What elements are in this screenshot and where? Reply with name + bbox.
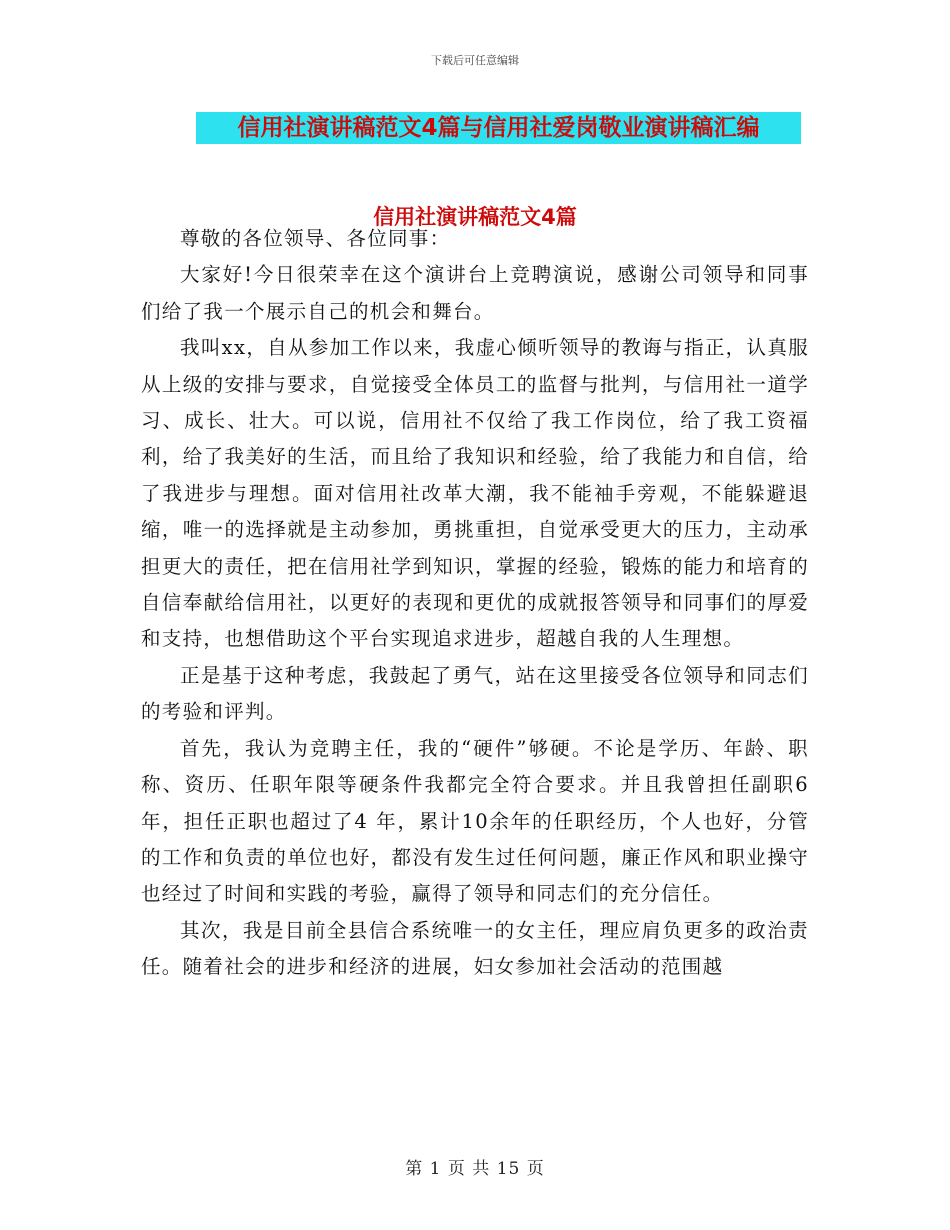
document-main-title: 信用社演讲稿范文4篇与信用社爱岗敬业演讲稿汇编 — [196, 112, 801, 144]
paragraph-salutation: 尊敬的各位领导、各位同事： — [180, 227, 451, 250]
paragraph-motivation: 正是基于这种考虑，我鼓起了勇气，站在这里接受各位领导和同志们的考验和评判。 — [141, 663, 809, 724]
header-note: 下载后可任意编辑 — [431, 54, 519, 67]
paragraph-greeting: 大家好!今日很荣幸在这个演讲台上竞聘演说，感谢公司领导和同事们给了我一个展示自己的机会和舞台。 — [141, 263, 809, 323]
paragraph-responsibility: 其次，我是目前全县信合系统唯一的女主任，理应肩负更多的政治责任。随着社会的进步和经济的进展，妇女参加社会活动的范围越 — [141, 918, 809, 979]
page-number: 第 1 页 共 15 页 — [405, 1159, 545, 1179]
document-body — [141, 221, 809, 986]
paragraph-qualifications: 首先，我认为竞聘主任，我的“硬件”够硬。不论是学历、年龄、职称、资历、任职年限等硬条件我都完全符合要求。并且我曾担任副职6年，担任正职也超过了4 年，累计10余年的任职经历，个人也好，分管的工作和负责的单位也好，都没有发生过任何问题，廉正作风和职业操守也经过了时间和实践的考验，赢得了领导和同志们的充分信任。 — [141, 736, 809, 906]
paragraph-introduction: 我叫xx，自从参加工作以来，我虚心倾听领导的教诲与指正，认真服从上级的安排与要求，自觉接受全体员工的监督与批判，与信用社一道学习、成长、壮大。可以说，信用社不仅给了我工作岗位，给了我工资福利，给了我美好的生活，而且给了我知识和经验，给了我能力和自信，给了我进步与理想。面对信用社改革大潮，我不能袖手旁观，不能躲避退缩，唯一的选择就是主动参加，勇挑重担，自觉承受更大的压力，主动承担更大的责任，把在信用社学到知识，掌握的经验，锻炼的能力和培育的自信奉献给信用社，以更好的表现和更优的成就报答领导和同事们的厚爱和支持，也想借助这个平台实现追求进步，超越自我的人生理想。 — [141, 336, 809, 651]
document-sub-title: 信用社演讲稿范文4篇 — [373, 205, 577, 229]
